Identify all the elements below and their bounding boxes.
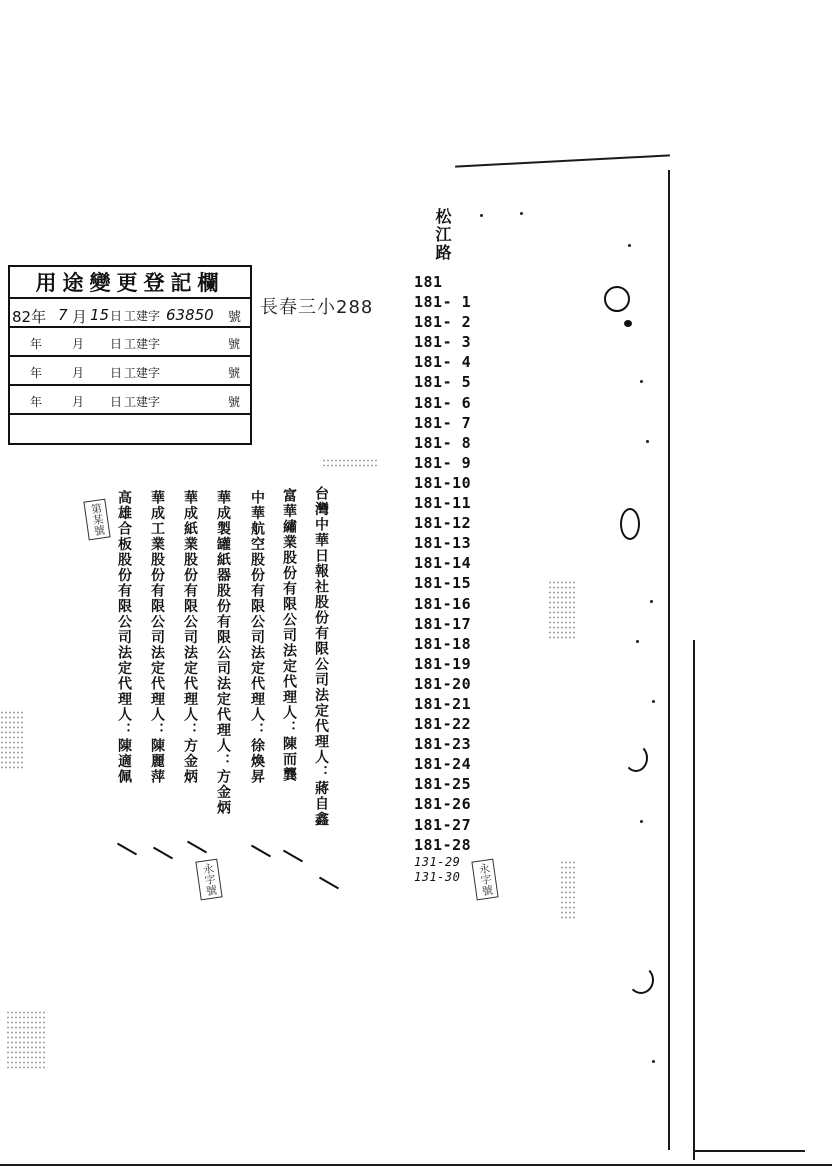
address-number: 181-15 — [414, 574, 472, 593]
page-top-edge-line — [455, 154, 670, 167]
record-year: 年 — [30, 395, 43, 409]
scan-noise — [548, 580, 576, 640]
scan-speck — [652, 700, 655, 703]
record-suffix: 號 — [228, 366, 241, 380]
scan-speck — [628, 244, 631, 247]
handwritten-note: 長春三小288 — [260, 297, 374, 318]
address-number: 181-13 — [414, 534, 472, 553]
record-month-label: 月 — [72, 366, 85, 380]
record-day: 15 — [90, 306, 110, 324]
record-prefix: 工建字 — [124, 395, 161, 409]
scan-speck — [640, 380, 643, 383]
company-entry-7: 高雄合板股份有限公司法定代理人：陳適佩 — [116, 490, 132, 785]
stamp-left: 第某號 — [83, 499, 110, 541]
punch-hole-mark — [624, 744, 648, 772]
usage-change-record-table — [8, 265, 252, 445]
record-year: 年 — [30, 337, 43, 351]
address-number: 181-19 — [414, 654, 472, 673]
record-month-label: 月 — [72, 395, 85, 409]
address-number: 181-21 — [414, 694, 472, 713]
scan-speck — [652, 1060, 655, 1063]
ink-dot — [624, 320, 632, 327]
stroke-mark — [319, 877, 339, 890]
address-number: 181- 7 — [414, 413, 472, 432]
scan-speck — [650, 600, 653, 603]
address-number: 181-28 — [414, 835, 472, 854]
record-year: 82年 — [12, 308, 47, 326]
address-number: 181- 5 — [414, 373, 472, 392]
stamp-right: 永字號 — [471, 859, 498, 901]
record-month: 7 — [58, 306, 68, 324]
company-entry-4: 華成製罐紙器股份有限公司法定代理人：方金炳 — [215, 490, 231, 816]
record-number: 63850 — [166, 306, 214, 324]
page-bottom-edge-line — [0, 1164, 832, 1166]
record-prefix: 工建字 — [124, 366, 161, 380]
record-row-4 — [10, 386, 250, 415]
record-row-3 — [10, 357, 250, 386]
scan-speck — [646, 440, 649, 443]
address-number: 181-20 — [414, 674, 472, 693]
scan-noise — [560, 860, 576, 920]
address-number: 181- 8 — [414, 433, 472, 452]
company-entry-6: 華成工業股份有限公司法定代理人：陳麗萍 — [149, 490, 165, 785]
address-number-list — [414, 272, 504, 885]
address-number-handwritten: 131-30 — [414, 869, 461, 884]
scan-noise — [0, 710, 24, 770]
company-entry-5: 華成紙業股份有限公司法定代理人：方金炳 — [182, 490, 198, 785]
page-right-inner-line — [693, 640, 695, 1160]
company-entry-1: 台灣中華日報社股份有限公司法定代理人：蔣自鑫 — [313, 486, 329, 827]
record-day-label: 日 — [110, 309, 123, 323]
scan-speck — [480, 214, 483, 217]
address-number: 181-14 — [414, 554, 472, 573]
address-number-handwritten: 131-29 — [414, 854, 461, 869]
stamp-mid: 永字號 — [195, 859, 222, 901]
address-number: 181- 9 — [414, 453, 472, 472]
address-number: 181-10 — [414, 473, 472, 492]
stroke-mark — [187, 841, 207, 854]
record-table-title: 用途變更登記欄 — [10, 267, 250, 299]
address-number: 181-23 — [414, 735, 472, 754]
record-month-label: 月 — [72, 337, 85, 351]
stroke-mark — [117, 843, 137, 856]
address-number: 181-27 — [414, 815, 472, 834]
scan-speck — [640, 820, 643, 823]
address-number: 181 — [414, 273, 443, 291]
scan-speck — [520, 212, 523, 215]
stroke-mark — [283, 850, 303, 863]
stroke-mark — [153, 847, 173, 860]
record-suffix: 號 — [228, 310, 242, 325]
record-prefix: 工建字 — [124, 337, 161, 351]
record-day-label: 日 — [110, 366, 123, 380]
record-suffix: 號 — [228, 395, 241, 409]
punch-hole-mark — [628, 966, 654, 994]
record-row-2 — [10, 328, 250, 357]
record-row-1 — [10, 299, 250, 328]
page-bottom-rule — [695, 1150, 805, 1152]
punch-hole-mark — [620, 508, 640, 540]
address-number: 181-17 — [414, 614, 472, 633]
address-number: 181-25 — [414, 775, 472, 794]
record-prefix: 工建字 — [124, 309, 161, 323]
address-number: 181-16 — [414, 594, 472, 613]
scan-noise — [322, 458, 378, 468]
scan-noise — [6, 1010, 46, 1070]
company-entry-2: 富華繡業股份有限公司法定代理人：陳而龔 — [281, 488, 297, 783]
address-number: 181-26 — [414, 795, 472, 814]
record-suffix: 號 — [228, 337, 241, 351]
address-number: 181-24 — [414, 755, 472, 774]
punch-hole-mark — [604, 286, 630, 312]
address-number: 181- 6 — [414, 393, 472, 412]
record-day-label: 日 — [110, 337, 123, 351]
address-number: 181-11 — [414, 494, 472, 513]
scan-speck — [636, 640, 639, 643]
address-number: 181-12 — [414, 514, 472, 533]
record-year: 年 — [30, 366, 43, 380]
record-row-blank — [10, 415, 250, 444]
street-name: 松江路 — [433, 208, 452, 262]
address-number: 181- 4 — [414, 353, 472, 372]
record-day-label: 日 — [110, 395, 123, 409]
stroke-mark — [251, 845, 271, 858]
address-number: 181-18 — [414, 634, 472, 653]
address-number: 181-22 — [414, 715, 472, 734]
record-month-label: 月 — [72, 308, 88, 326]
page-right-edge-line — [668, 170, 670, 1150]
address-number: 181- 1 — [414, 293, 472, 312]
address-number: 181- 2 — [414, 313, 472, 332]
address-number: 181- 3 — [414, 333, 472, 352]
company-entry-3: 中華航空股份有限公司法定代理人：徐煥昇 — [249, 490, 265, 785]
